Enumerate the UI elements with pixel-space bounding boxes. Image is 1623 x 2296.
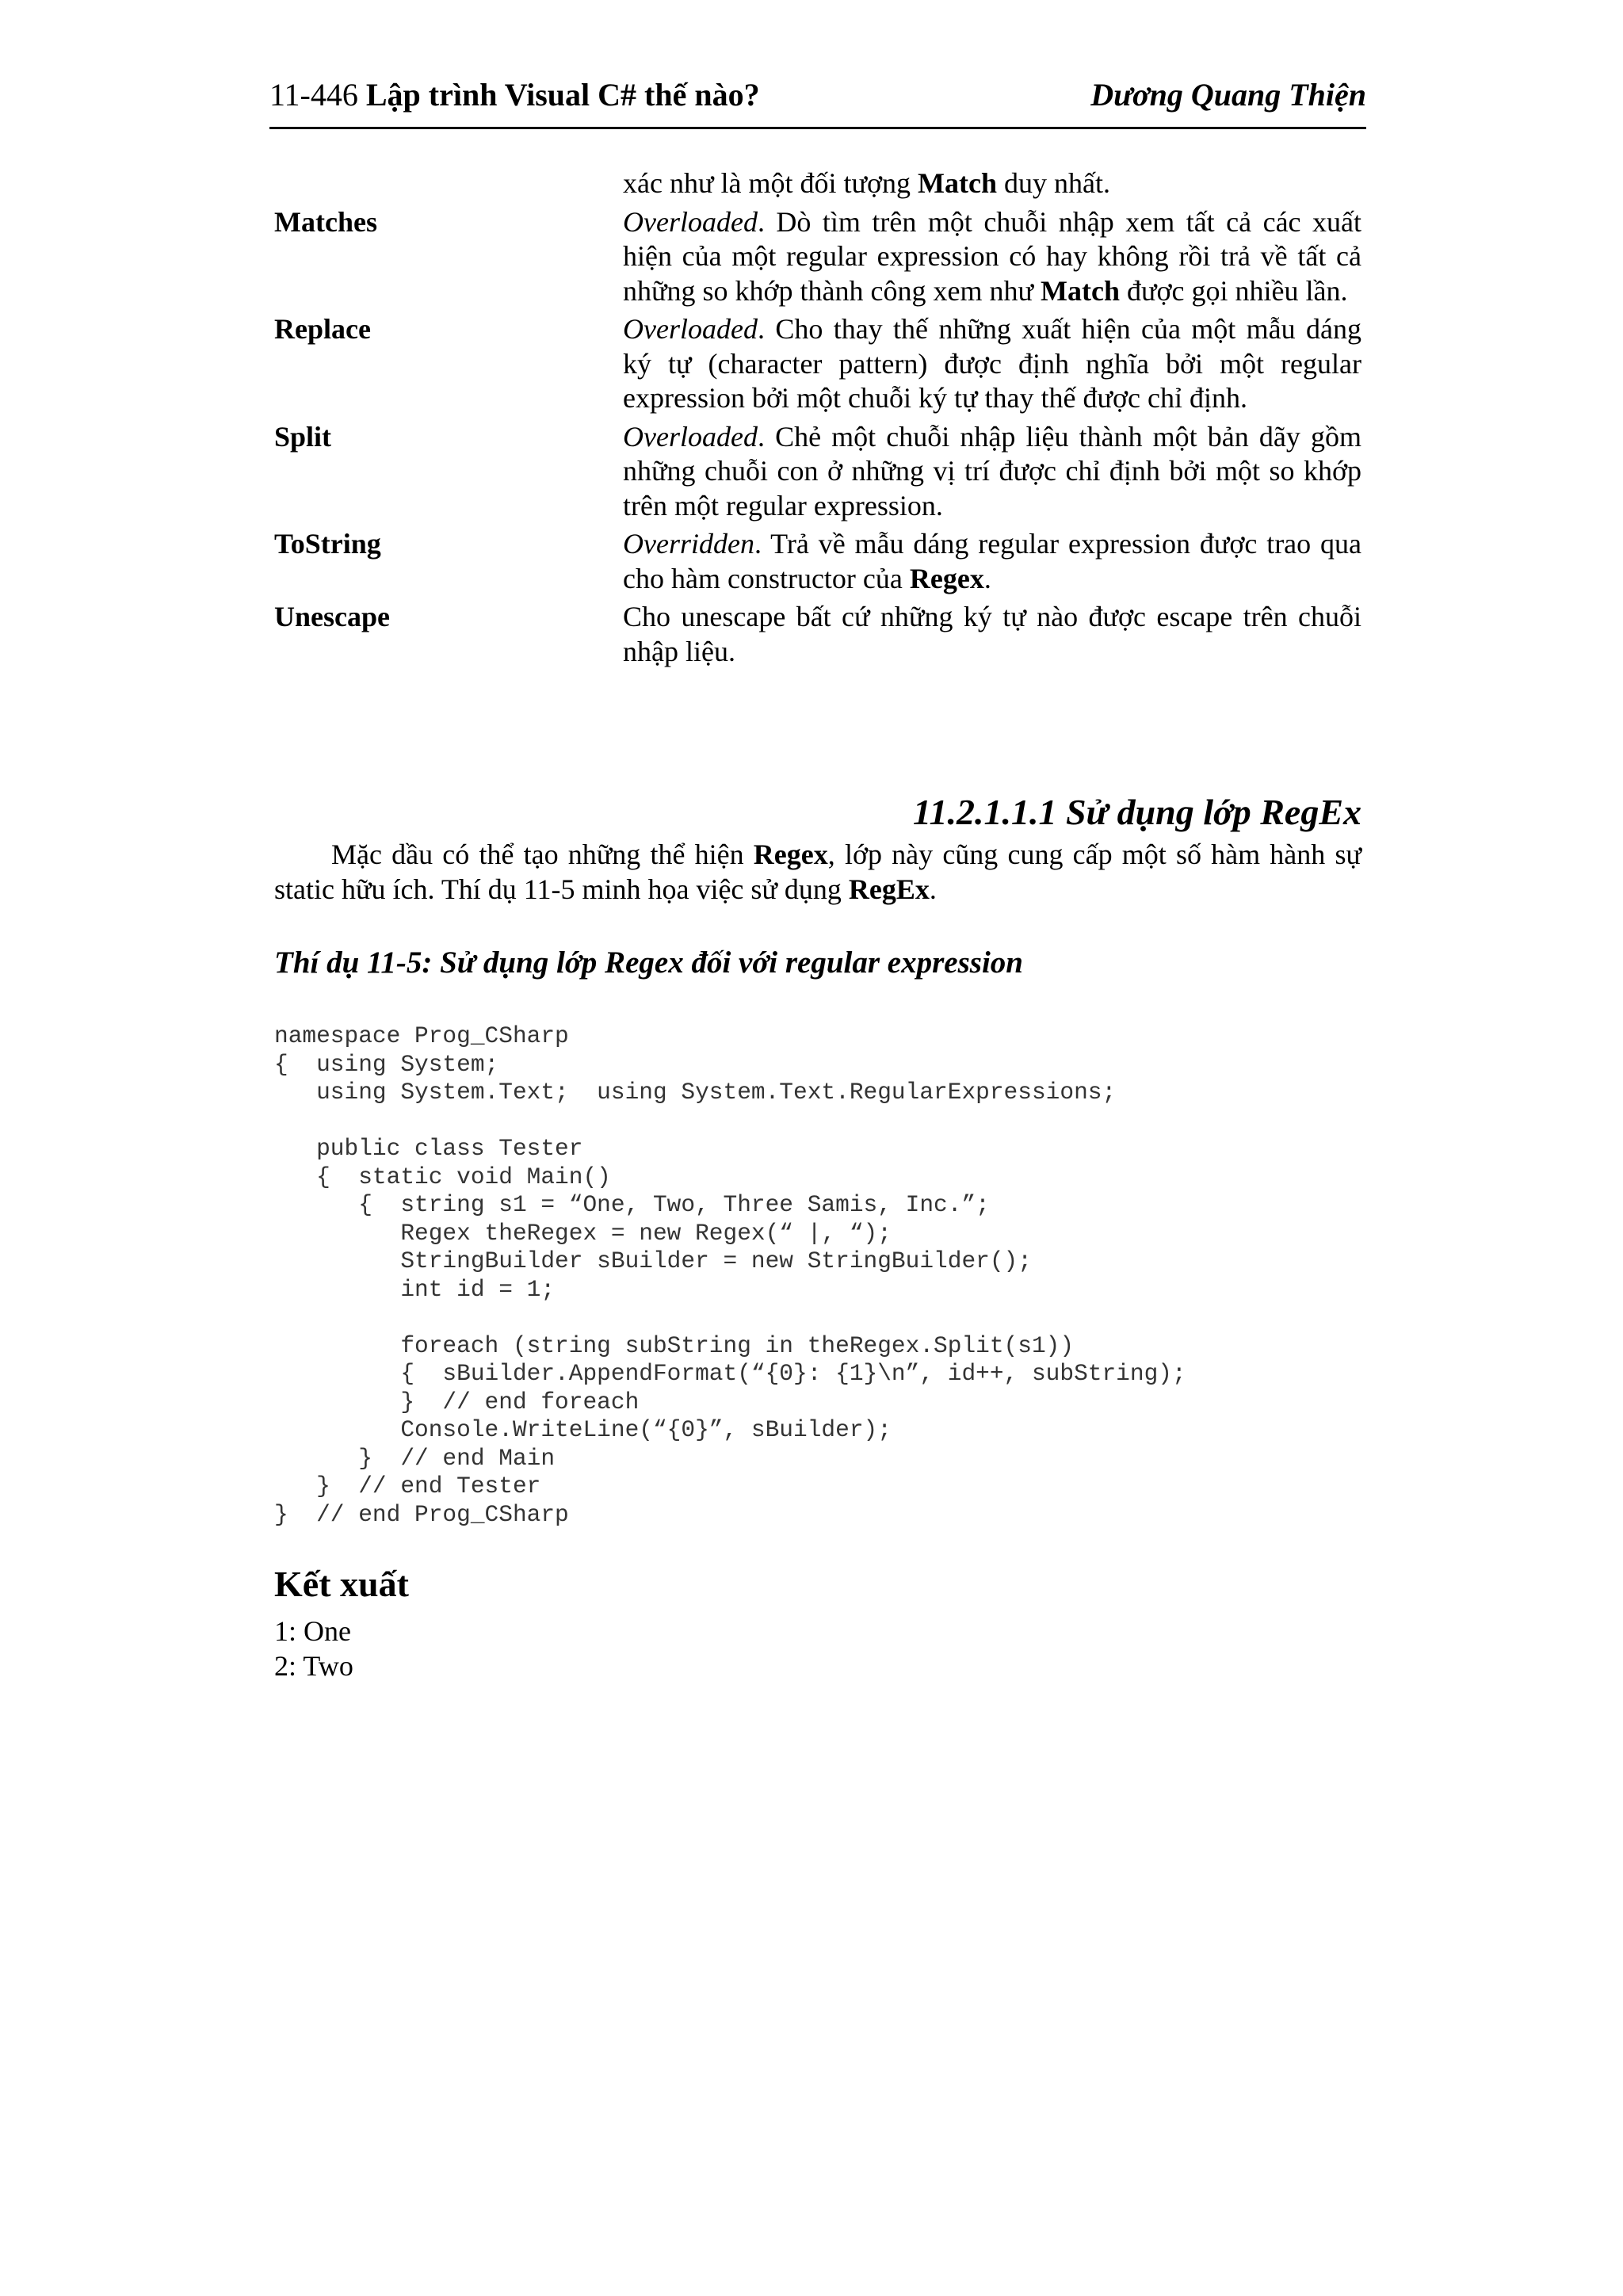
section-paragraph: Mặc dầu có thể tạo những thể hiện Regex, lớp này cũng cung cấp một số hàm hành sự static hữu ích. Thí dụ 11-5 minh họa việc sử dụng RegEx. [274, 839, 1361, 905]
output-title: Kết xuất [274, 1564, 409, 1604]
section-title: 11.2.1.1.1 Sử dụng lớp RegEx [912, 792, 1361, 832]
method-row [274, 205, 1361, 309]
method-description: Overridden. Trả về mẫu dáng regular expression được trao qua cho hàm constructor của Regex. [623, 528, 1361, 594]
method-name: Replace [274, 313, 371, 345]
method-description: Cho unescape bất cứ những ký tự nào được escape trên chuỗi nhập liệu. [623, 601, 1361, 667]
code-listing: namespace Prog_CSharp { using System; using System.Text; using System.Text.RegularExpressions; public class Tester { static void Main() { string s1 = “One, Two, Three Samis, Inc.”; Regex theRegex = new Regex(“ |, “); StringBuilder sBuilder = new StringBuilder(); int id = 1; foreach (string subString in theRegex.Split(s1)) { sBuilder.AppendFormat(“{0}: {1}\n”, id++, subString); } // end foreach Console.WriteLine(“{0}”, sBuilder); } // end Main } // end Tester } // end Prog_CSharp [274, 1022, 1186, 1528]
method-row [274, 312, 1361, 416]
method-name: ToString [274, 528, 381, 560]
header-left [269, 76, 760, 113]
output-line: 1: One [274, 1615, 351, 1647]
method-description: xác như là một đối tượng Match duy nhất. [623, 167, 1110, 199]
methods-table [274, 166, 1361, 669]
method-row [274, 166, 1361, 201]
method-description: Overloaded. Cho thay thế những xuất hiện của một mẫu dáng ký tự (character pattern) được định nghĩa bởi một regular expression bởi một chuỗi ký tự thay thế được chỉ định. [623, 313, 1361, 414]
method-row [274, 527, 1361, 596]
author-name: Dương Quang Thiện [1090, 77, 1366, 113]
method-name: Unescape [274, 601, 390, 632]
method-name: Matches [274, 205, 377, 238]
method-name: Split [274, 420, 332, 453]
book-title: Lập trình Visual C# thế nào? [365, 77, 760, 113]
page-number: 11-446 [269, 77, 358, 113]
method-row [274, 600, 1361, 669]
method-description: Overloaded. Dò tìm trên một chuỗi nhập xem tất cả các xuất hiện của một regular expression có hay không rồi trả về tất cả những so khớp thành công xem như Match được gọi nhiều lần. [623, 205, 1361, 307]
example-title: Thí dụ 11-5: Sử dụng lớp Regex đối với regular expression [274, 946, 1023, 980]
method-name [274, 166, 623, 201]
method-row [274, 420, 1361, 524]
page-header [269, 76, 1366, 129]
output-lines [274, 1614, 353, 1683]
output-line: 2: Two [274, 1650, 353, 1682]
method-description: Overloaded. Chẻ một chuỗi nhập liệu thành một bản dãy gồm những chuỗi con ở những vị trí được chỉ định bởi một so khớp trên một regular expression. [623, 420, 1361, 521]
